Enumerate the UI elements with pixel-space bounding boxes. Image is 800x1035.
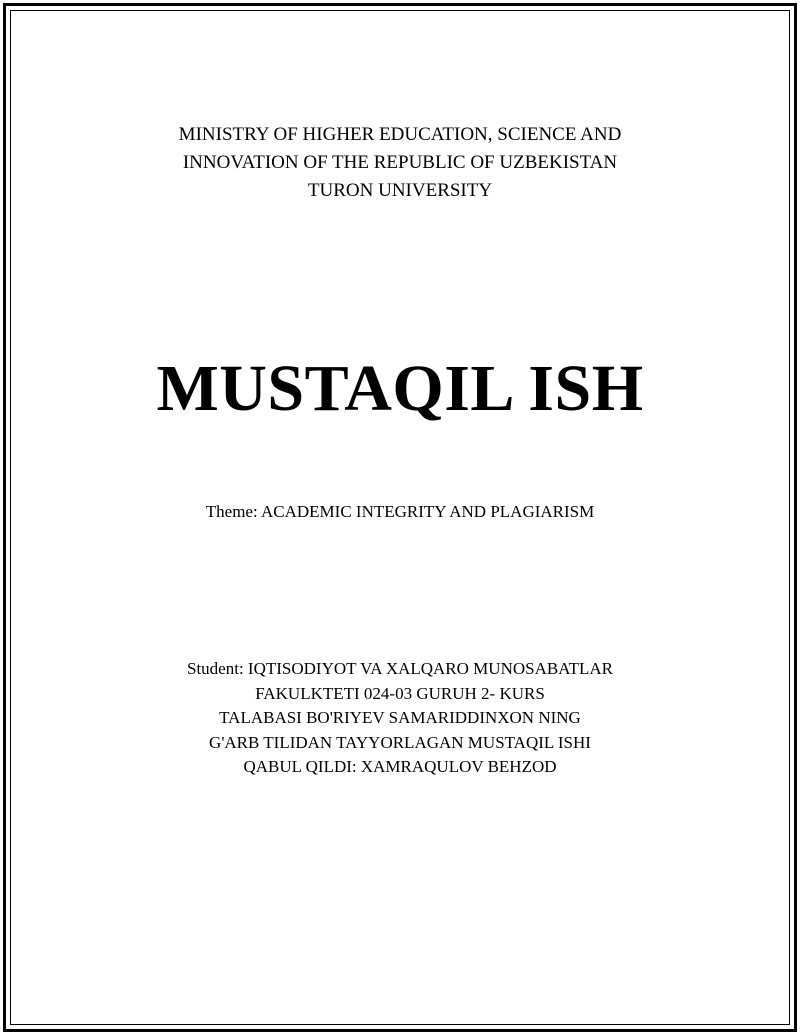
header-line-university: TURON UNIVERSITY xyxy=(307,180,493,201)
document-theme: Theme: ACADEMIC INTEGRITY AND PLAGIARISM xyxy=(205,502,595,521)
document-title: MUSTAQIL ISH xyxy=(156,352,644,425)
student-line-4: G'ARB TILIDAN TAYYORLAGAN MUSTAQIL ISHI xyxy=(209,732,591,752)
student-line-2: FAKULKTETI 024-03 GURUH 2- KURS xyxy=(255,683,545,703)
institution-header xyxy=(0,121,800,205)
student-info xyxy=(0,657,800,780)
header-line-republic: INNOVATION OF THE REPUBLIC OF UZBEKISTAN xyxy=(182,152,618,173)
student-line-1: Student: IQTISODIYOT VA XALQARO MUNOSABATLAR xyxy=(187,659,613,678)
student-line-5: QABUL QILDI: XAMRAQULOV BEHZOD xyxy=(243,757,557,776)
student-line-3: TALABASI BO'RIYEV SAMARIDDINXON NING xyxy=(219,708,581,727)
header-line-ministry: MINISTRY OF HIGHER EDUCATION, SCIENCE AND xyxy=(178,124,622,145)
